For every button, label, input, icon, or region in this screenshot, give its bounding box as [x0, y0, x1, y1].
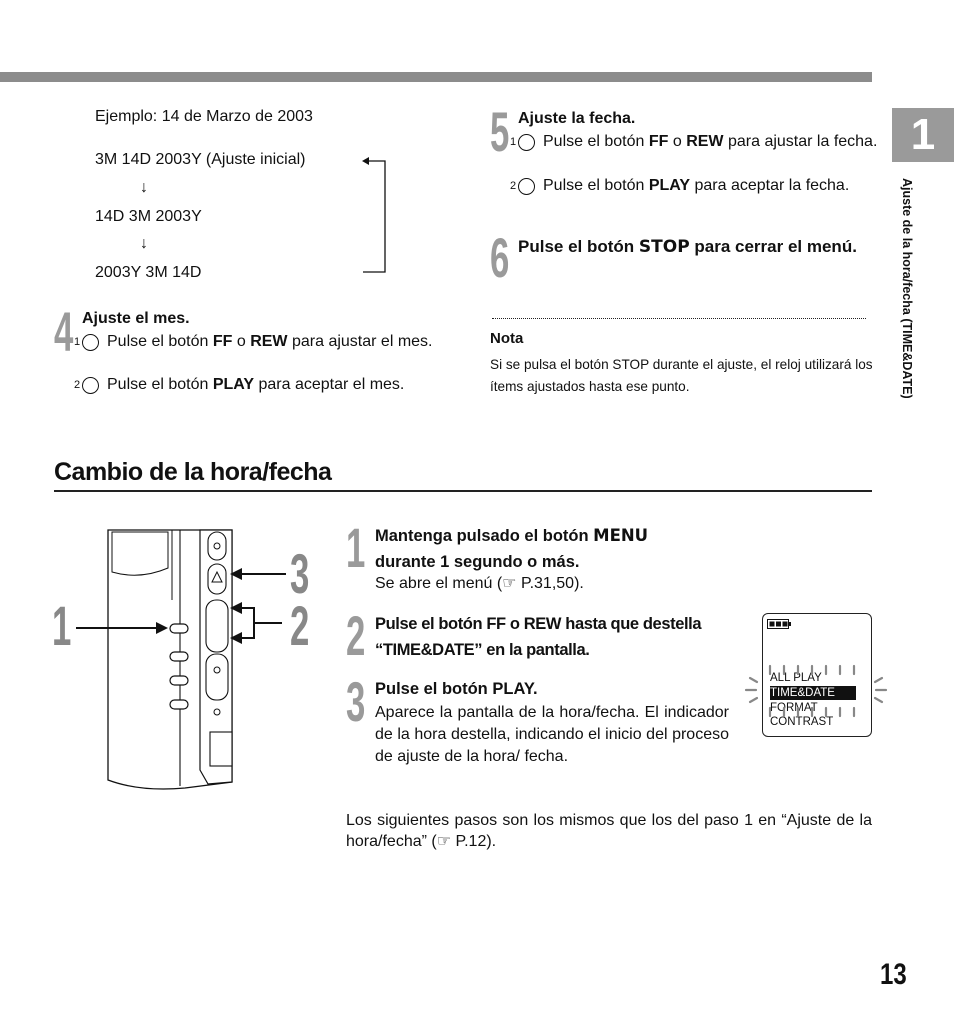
step-6-text: Pulse el botón STOP para cerrar el menú. — [518, 237, 857, 257]
example-line-1: 3M 14D 2003Y (Ajuste inicial) — [95, 151, 306, 168]
bstep-1-text: Mantenga pulsado el botón MENU durante 1 segundo o más. — [375, 526, 649, 571]
example-arrow-1: ↓ — [140, 179, 148, 196]
bstep-3-number: 3 — [346, 670, 366, 733]
menu-item-time-date: TIME&DATE — [770, 686, 856, 700]
callout-2: 2 — [290, 594, 310, 657]
example-line-3: 2003Y 3M 14D — [95, 264, 202, 281]
page-number: 13 — [880, 958, 907, 991]
note-text: Si se pulsa el botón STOP durante el ajuste, el reloj utilizará los ítems ajustados hasta ese punto. — [490, 357, 873, 394]
step-5-number: 5 — [490, 100, 510, 163]
example-arrow-2: ↓ — [140, 235, 148, 252]
section-title: Cambio de la hora/fecha — [54, 458, 332, 486]
header-bar — [0, 72, 872, 82]
step-6-number: 6 — [490, 226, 510, 289]
footer-text: Los siguientes pasos son los mismos que los del paso 1 en “Ajuste de la hora/fecha” (☞ P.12). — [346, 812, 872, 850]
callout-3: 3 — [290, 542, 310, 605]
callout-1: 1 — [52, 594, 72, 657]
battery-icon — [767, 618, 791, 630]
menu-item-all-play: ALL PLAY — [770, 672, 822, 684]
bstep-2-number: 2 — [346, 604, 366, 667]
bstep-3-sub: Aparece la pantalla de la hora/fecha. El indicador de la hora destella, indicando el inicio del proceso de ajuste de la hora/ fecha. — [375, 704, 729, 765]
cycle-arrow-icon — [360, 150, 390, 275]
step-5-sub-1: 1 Pulse el botón FF o REW para ajustar la fecha. — [509, 133, 878, 150]
menu-item-format: FORMAT — [770, 702, 818, 714]
section-rule — [54, 490, 872, 492]
note-title: Nota — [490, 330, 524, 347]
chapter-tab: 1 — [892, 108, 954, 162]
side-title: Ajuste de la hora/fecha (TIME&DATE) — [900, 178, 914, 399]
menu-item-contrast: CONTRAST — [770, 716, 834, 728]
step-4-sub-1: 1 Pulse el botón FF o REW para ajustar el mes. — [73, 333, 433, 350]
example-line-2: 14D 3M 2003Y — [95, 208, 202, 225]
bstep-1-number: 1 — [346, 516, 366, 579]
step-5-sub-2: 2 Pulse el botón PLAY para aceptar la fecha. — [509, 177, 850, 194]
step-4-sub-2: 2 Pulse el botón PLAY para aceptar el mes. — [73, 376, 405, 393]
bstep-2-text: Pulse el botón FF o REW hasta que destella “TIME&DATE” en la pantalla. — [375, 615, 702, 659]
step-5-title: Ajuste la fecha. — [518, 110, 636, 127]
step-4-title: Ajuste el mes. — [82, 310, 190, 327]
note-divider — [492, 318, 866, 319]
blink-indicator-icon — [744, 660, 888, 722]
step-4-number: 4 — [54, 300, 74, 363]
bstep-1-sub: Se abre el menú (☞ P.31,50). — [375, 575, 584, 592]
example-title: Ejemplo: 14 de Marzo de 2003 — [95, 108, 313, 125]
bstep-3-text: Pulse el botón PLAY. — [375, 680, 538, 698]
